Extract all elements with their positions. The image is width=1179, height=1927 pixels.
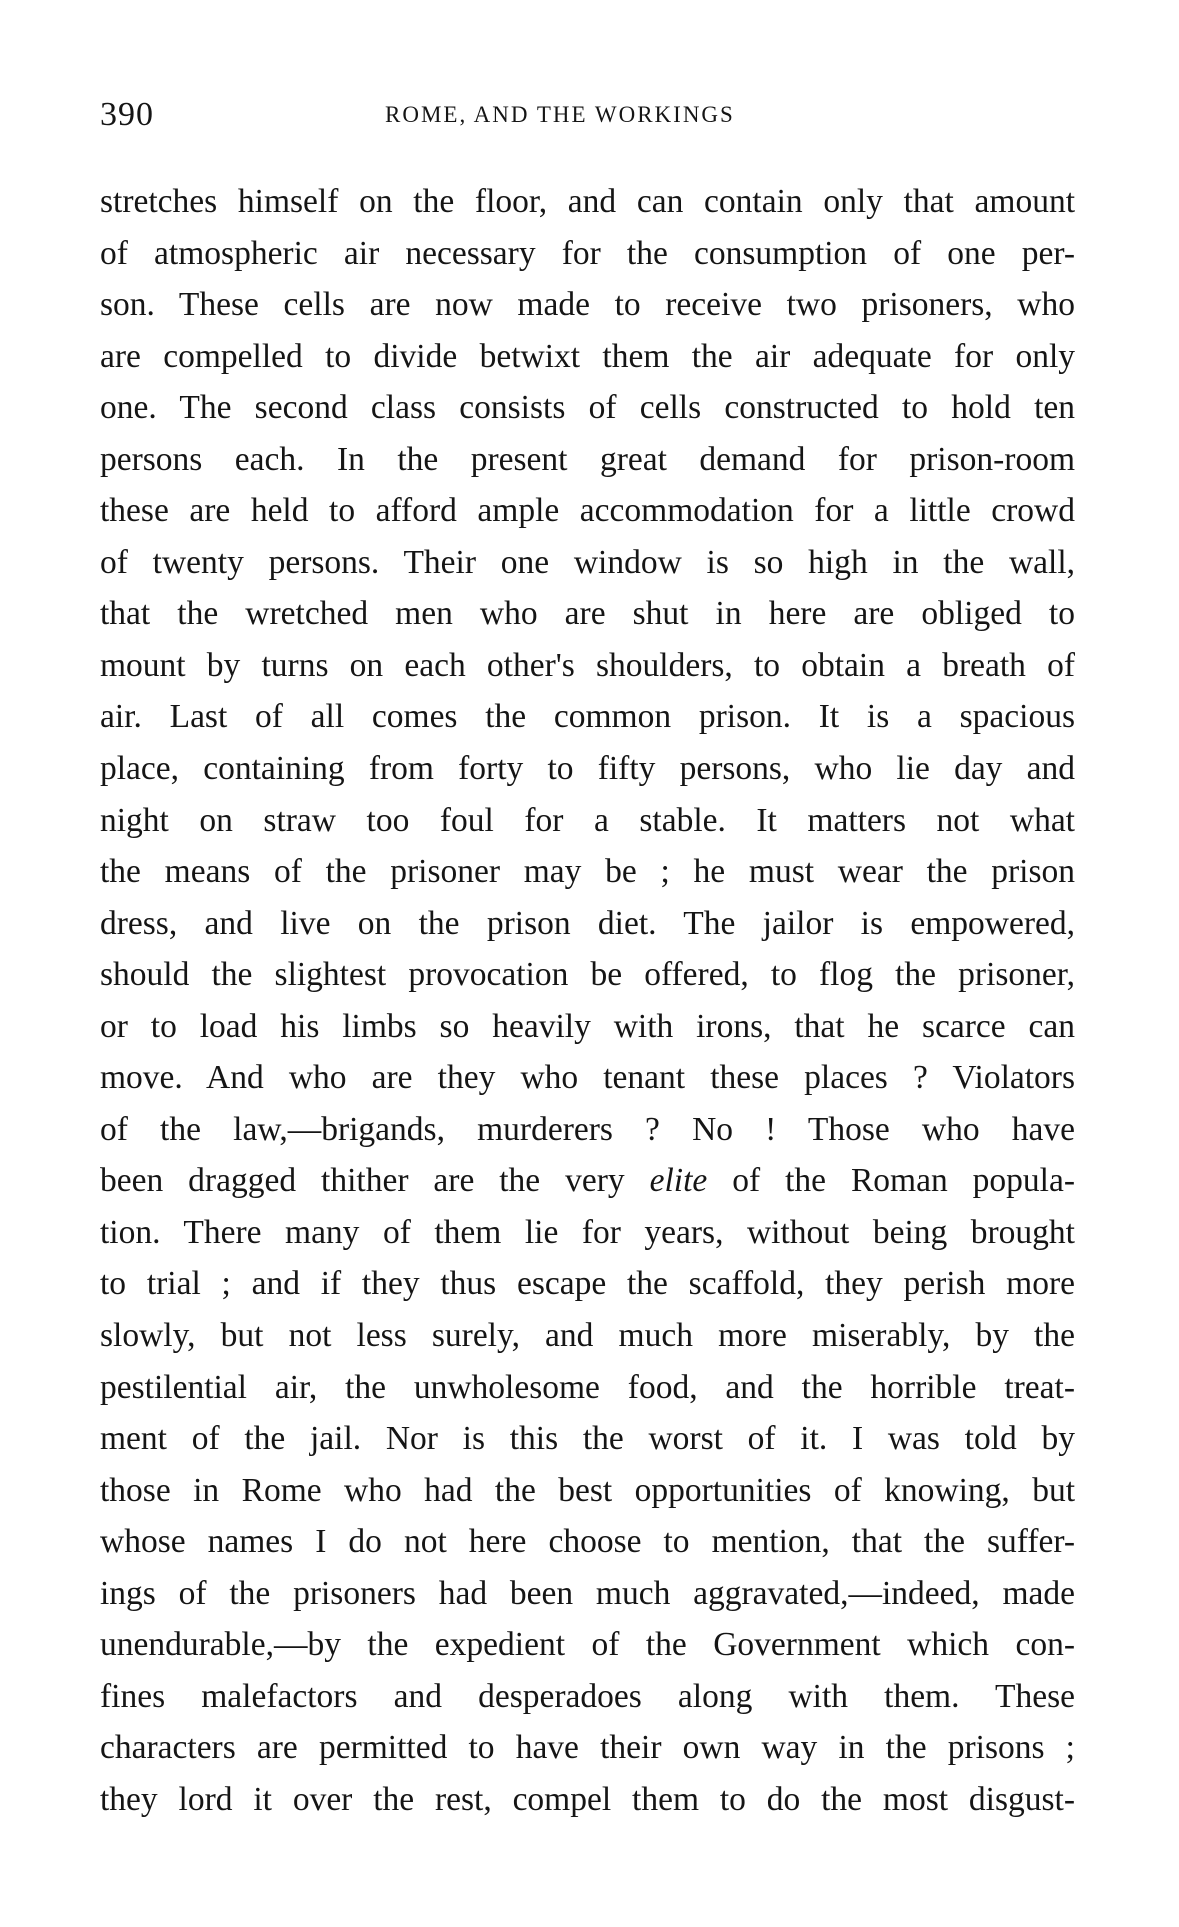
text-line: slowly, but not less surely, and much more miserably, by the: [100, 1317, 1075, 1355]
text-line: these are held to afford ample accommodation for a little crowd: [100, 492, 1075, 530]
text-line: should the slightest provocation be offered, to flog the prisoner,: [100, 956, 1075, 994]
text-segment: been dragged thither are the very: [100, 1162, 650, 1200]
text-line: night on straw too foul for a stable. It matters not what: [100, 801, 1075, 839]
body-text: [100, 176, 1075, 1826]
text-line: tion. There many of them lie for years, without being brought: [100, 1213, 1075, 1251]
text-line-with-italic: [100, 1155, 1075, 1207]
running-title: ROME, AND THE WORKINGS: [385, 102, 735, 127]
text-line: are compelled to divide betwixt them the air adequate for only: [100, 337, 1075, 375]
italic-word: elite: [649, 1162, 708, 1200]
text-line: son. These cells are now made to receive two prisoners, who: [100, 286, 1075, 324]
text-line: whose names I do not here choose to mention, that the suffer-: [100, 1523, 1075, 1561]
text-line: of the law,—brigands, murderers ? No ! Those who have: [100, 1110, 1075, 1148]
text-line: that the wretched men who are shut in here are obliged to: [100, 595, 1075, 633]
text-line: of atmospheric air necessary for the consumption of one per-: [100, 234, 1075, 272]
text-line: place, containing from forty to fifty persons, who lie day and: [100, 750, 1075, 788]
text-line: they lord it over the rest, compel them to do the most disgust-: [100, 1780, 1075, 1818]
text-line: the means of the prisoner may be ; he must wear the prison: [100, 853, 1075, 891]
text-line: move. And who are they who tenant these places ? Violators: [100, 1059, 1075, 1097]
text-line: ings of the prisoners had been much aggravated,—indeed, made: [100, 1574, 1075, 1612]
text-line: one. The second class consists of cells constructed to hold ten: [100, 389, 1075, 427]
text-line: or to load his limbs so heavily with irons, that he scarce can: [100, 1007, 1075, 1045]
text-line: mount by turns on each other's shoulders, to obtain a breath of: [100, 646, 1075, 684]
text-line: fines malefactors and desperadoes along with them. These: [100, 1677, 1075, 1715]
text-line: air. Last of all comes the common prison. It is a spacious: [100, 698, 1075, 736]
text-line: unendurable,—by the expedient of the Government which con-: [100, 1626, 1075, 1664]
text-line: persons each. In the present great demand for prison-room: [100, 440, 1075, 478]
text-line: those in Rome who had the best opportunities of knowing, but: [100, 1471, 1075, 1509]
text-line: ment of the jail. Nor is this the worst of it. I was told by: [100, 1420, 1075, 1458]
text-line: dress, and live on the prison diet. The jailor is empowered,: [100, 904, 1075, 942]
text-line: characters are permitted to have their own way in the prisons ;: [100, 1729, 1075, 1767]
text-line: of twenty persons. Their one window is so high in the wall,: [100, 543, 1075, 581]
text-segment: of the Roman popula-: [707, 1162, 1075, 1200]
page-number: 390: [100, 96, 154, 133]
running-head: [100, 96, 1070, 140]
text-line: to trial ; and if they thus escape the scaffold, they perish more: [100, 1265, 1075, 1303]
text-line: stretches himself on the floor, and can contain only that amount: [100, 183, 1075, 220]
text-line: pestilential air, the unwholesome food, and the horrible treat-: [100, 1368, 1075, 1406]
